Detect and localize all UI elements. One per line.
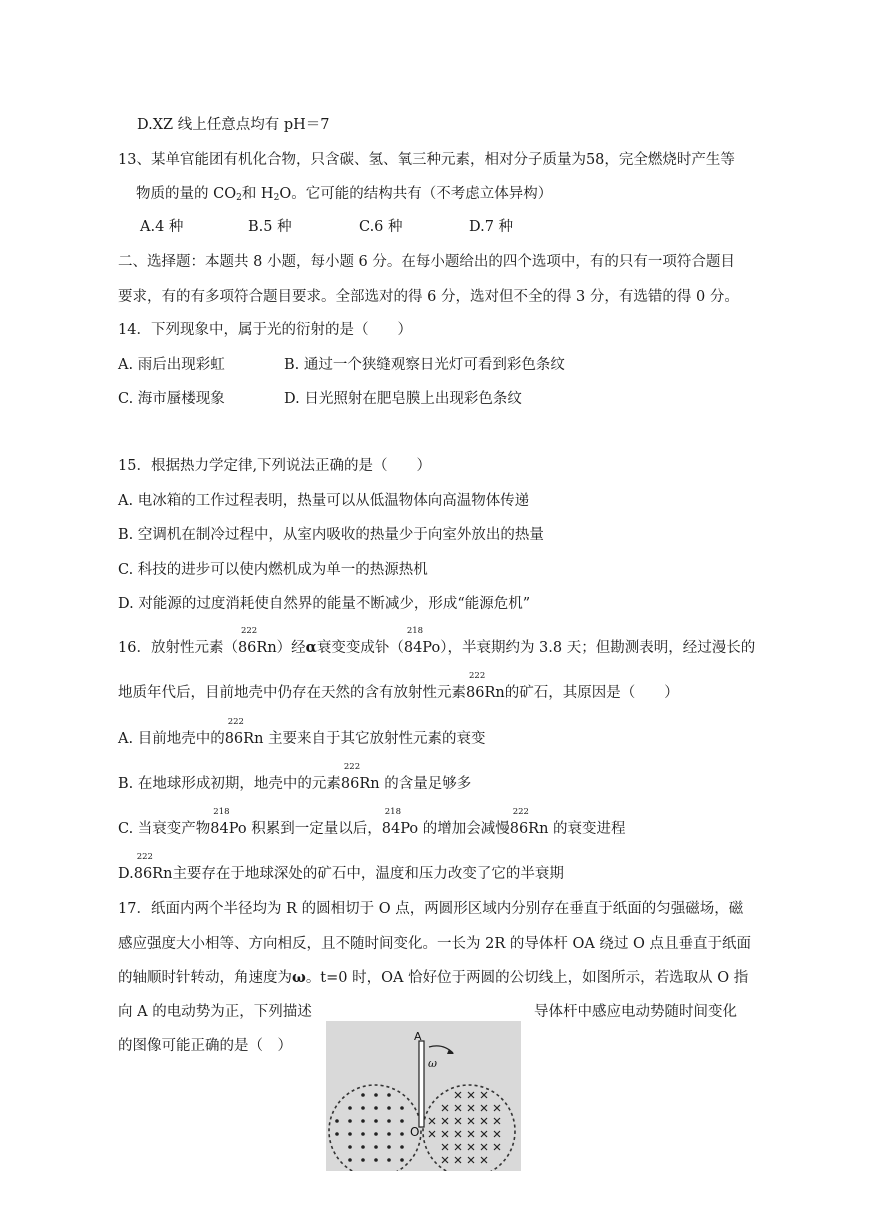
field-dot (348, 1106, 352, 1110)
field-cross (455, 1157, 461, 1163)
field-cross (442, 1105, 448, 1111)
q14-option-b: B. 通过一个狭缝观察日光灯可看到彩色条纹 (284, 357, 565, 373)
field-cross (494, 1118, 500, 1124)
field-cross (468, 1157, 474, 1163)
field-cross (442, 1118, 448, 1124)
q14-option-a: A. 雨后出现彩虹 (118, 357, 225, 373)
field-dot (335, 1132, 339, 1136)
field-cross (468, 1105, 474, 1111)
q13-stem-line1: 13、某单官能团有机化合物，只含碳、氢、氧三种元素，相对分子质量为58，完全燃烧时产生等 (118, 152, 735, 168)
field-dot (387, 1158, 391, 1162)
field-dot (348, 1119, 352, 1123)
field-dot (374, 1145, 378, 1149)
field-dot (374, 1106, 378, 1110)
q17-stem-line2: 感应强度大小相等、方向相反，且不随时间变化。一长为 2R 的导体杆 OA 绕过 O 点且垂直于纸面 (118, 936, 752, 952)
section2-instructions-line2: 要求，有的有多项符合题目要求。全部选对的得 6 分，选对但不全的得 3 分，有选错的得 0 分。 (118, 289, 739, 305)
field-cross (494, 1131, 500, 1137)
rn-isotope: 222 86Rn (340, 762, 380, 792)
label-a: A (414, 1030, 422, 1043)
field-dot (387, 1093, 391, 1097)
q13-option-d: D.7 种 (469, 219, 514, 235)
field-cross (468, 1118, 474, 1124)
field-cross (481, 1118, 487, 1124)
q16-option-b: B. 在地球形成初期，地壳中的元素 222 86Rn 的含量足够多 (118, 762, 472, 792)
field-dot (374, 1093, 378, 1097)
field-cross (481, 1144, 487, 1150)
field-cross (455, 1131, 461, 1137)
field-cross (481, 1157, 487, 1163)
field-cross (429, 1118, 435, 1124)
section2-instructions-line1: 二、选择题：本题共 8 小题，每小题 6 分。在每小题给出的四个选项中，有的只有一项符合题目 (118, 254, 735, 270)
q17-stem-line5: 的图像可能正确的是（ ） (118, 1038, 292, 1054)
field-dot (348, 1132, 352, 1136)
rn-isotope: 222 86Rn (509, 807, 549, 837)
field-dot (400, 1106, 404, 1110)
label-o: O (410, 1125, 420, 1139)
q17-stem-line3: 的轴顺时针转动，角速度为ω。t=0 时，OA 恰好位于两圆的公切线上，如图所示，若选取从 O 指 (118, 969, 749, 986)
field-dot (374, 1158, 378, 1162)
q17-stem-line1: 17．纸面内两个半径均为 R 的圆相切于 O 点，两圆形区域内分别存在垂直于纸面的匀强磁场，磁 (118, 901, 744, 917)
q16-stem-line2: 地质年代后，目前地壳中仍存在天然的含有放射性元素 222 86Rn的矿石，其原因是（ ） (118, 671, 679, 701)
field-cross (494, 1105, 500, 1111)
q15-option-b: B. 空调机在制冷过程中，从室内吸收的热量少于向室外放出的热量 (118, 527, 544, 543)
q15-option-a: A. 电冰箱的工作过程表明，热量可以从低温物体向高温物体传递 (118, 493, 530, 509)
field-cross (481, 1105, 487, 1111)
po-isotope: 218 84Po (403, 626, 441, 656)
q12-option-d: D.XZ 线上任意点均有 pH＝7 (137, 117, 330, 133)
field-dot (400, 1145, 404, 1149)
conductor-rod-oa (419, 1041, 424, 1127)
q15-stem: 15．根据热力学定律,下列说法正确的是（ ） (118, 458, 432, 474)
field-cross (468, 1131, 474, 1137)
field-cross (481, 1131, 487, 1137)
field-dot (348, 1145, 352, 1149)
field-dot (374, 1119, 378, 1123)
field-dot (400, 1119, 404, 1123)
label-omega: ω (428, 1057, 437, 1070)
field-dot (387, 1106, 391, 1110)
rn-isotope: 222 86Rn (466, 671, 505, 701)
q14-option-c: C. 海市蜃楼现象 (118, 391, 225, 407)
q15-option-c: C. 科技的进步可以使内燃机成为单一的热源热机 (118, 562, 428, 578)
field-cross (455, 1092, 461, 1098)
field-dot (387, 1132, 391, 1136)
field-dot (361, 1158, 365, 1162)
q14-stem: 14．下列现象中，属于光的衍射的是（ ） (118, 322, 412, 338)
q13-stem-line2: 物质的量的 $CO_2$和 $H_2O$。它可能的结构共有（不考虑立体异构） (136, 186, 553, 203)
field-out-dots (335, 1093, 404, 1162)
field-dot (387, 1145, 391, 1149)
field-dot (361, 1145, 365, 1149)
q13-option-a: A.4 种 (140, 219, 184, 235)
field-cross (442, 1157, 448, 1163)
field-cross (481, 1092, 487, 1098)
q14-option-d: D. 日光照射在肥皂膜上出现彩色条纹 (284, 391, 522, 407)
po-isotope: 218 84Po (381, 807, 419, 837)
q16-option-a: A. 目前地壳中的 222 86Rn 主要来自于其它放射性元素的衰变 (118, 717, 486, 747)
q17-stem-line4a: 向 A 的电动势为正，下列描述 (118, 1004, 312, 1020)
field-cross (442, 1131, 448, 1137)
rn-isotope: 222 86Rn (224, 717, 264, 747)
field-dot (387, 1119, 391, 1123)
q16-option-d: D. 222 86Rn主要存在于地球深处的矿石中，温度和压力改变了它的半衰期 (118, 852, 564, 882)
field-cross (468, 1144, 474, 1150)
field-dot (361, 1093, 365, 1097)
q17-stem-line4b: 导体杆中感应电动势随时间变化 (534, 1004, 737, 1020)
left-field-circle (329, 1085, 421, 1171)
field-dot (361, 1119, 365, 1123)
field-dot (400, 1158, 404, 1162)
field-dot (348, 1158, 352, 1162)
rn-isotope: 222 86Rn (237, 626, 277, 656)
field-dot (335, 1119, 339, 1123)
field-dot (361, 1106, 365, 1110)
q15-option-d: D. 对能源的过度消耗使自然界的能量不断减少，形成“能源危机” (118, 596, 531, 612)
field-dot (400, 1132, 404, 1136)
po-isotope: 218 84Po (210, 807, 247, 837)
q13-option-c: C.6 种 (359, 219, 403, 235)
field-cross (429, 1131, 435, 1137)
field-cross (455, 1144, 461, 1150)
q16-option-c: C. 当衰变产物 218 84Po 积累到一定量以后， 218 84Po 的增加会减慢 222 86Rn 的衰变进程 (118, 807, 626, 837)
field-cross (455, 1105, 461, 1111)
q13-option-b: B.5 种 (248, 219, 292, 235)
field-dot (374, 1132, 378, 1136)
magnetic-field-diagram (326, 1021, 521, 1171)
rn-isotope: 222 86Rn (133, 852, 173, 882)
field-dot (361, 1132, 365, 1136)
field-cross (455, 1118, 461, 1124)
field-cross (494, 1144, 500, 1150)
field-cross (468, 1092, 474, 1098)
field-in-crosses (429, 1092, 500, 1163)
q16-stem-line1: 16．放射性元素（ 222 86Rn）经α衰变变成钋（ 218 84Po），半衰期约为 3.8 天；但勘测表明，经过漫长的 (118, 626, 756, 656)
field-cross (442, 1144, 448, 1150)
